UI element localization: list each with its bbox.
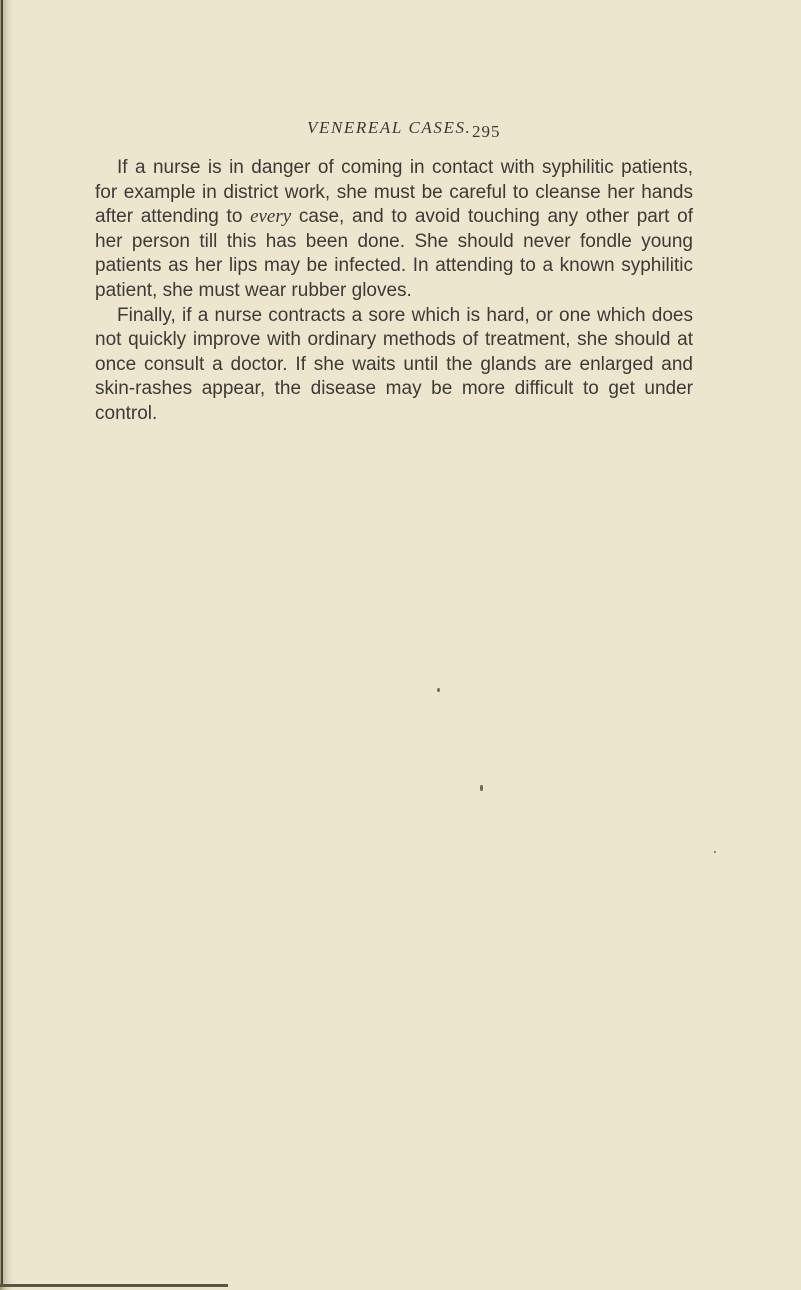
paper-speck [480, 785, 483, 791]
bottom-edge-rule [0, 1284, 228, 1287]
paragraph-1-text-after: case, and to avoid touching any other part of her person till this has been done. She should never fondle young patients as her lips may be infected. In attending to a known syphilitic patient, she must wear rubber gloves. [95, 206, 693, 301]
paragraph-1-emphasis: every [250, 206, 292, 228]
paragraph-2 [95, 304, 693, 427]
paragraph-2-text-before: Finally, if a nurse contracts a sore which is hard, or one which does not quickly improve with ordinary methods of treatment, she should at once consult a doctor. If she waits until the glands are enlarged and skin-rashes appear, the disease may be more difficult to get under control. [95, 304, 693, 424]
running-head [95, 118, 693, 156]
book-page [95, 118, 693, 427]
paragraph-1 [95, 156, 693, 304]
page-number: 295 [472, 122, 501, 141]
paper-speck [714, 851, 716, 853]
running-head-title: VENEREAL CASES. [307, 118, 472, 137]
paragraph-1-text-before: If a nurse is in danger of coming in contact with syphilitic patients, for example in district work, she must be careful to cleanse her hands after attending to [95, 157, 693, 228]
binding-line [1, 0, 3, 1285]
paper-speck [437, 688, 440, 692]
